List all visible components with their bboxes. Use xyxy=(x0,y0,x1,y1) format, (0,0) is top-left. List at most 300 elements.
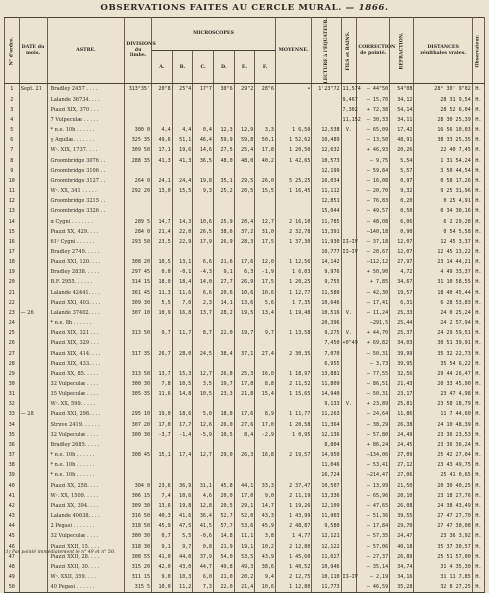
row-micro-e: 20,5 xyxy=(234,186,255,196)
row-lecture: 11,263 xyxy=(312,409,341,419)
row-correction: — 86,51 xyxy=(357,379,390,389)
table-row xyxy=(5,84,485,95)
row-fils xyxy=(341,267,357,277)
row-star: Piazzi XIX, 414. . . . xyxy=(47,349,125,359)
row-distance: 30 51 39,91 xyxy=(414,338,472,348)
row-number: 48 xyxy=(5,562,20,572)
row-refraction: 26,08 xyxy=(390,501,414,511)
row-micro-f: 3,3 xyxy=(255,125,276,135)
row-fils: 7,302 xyxy=(341,105,357,115)
row-divisions xyxy=(125,470,152,480)
row-micro-e: 37,1 xyxy=(234,349,255,359)
row-distance: 6 28 53,83 xyxy=(414,298,472,308)
row-number: 42 xyxy=(5,501,20,511)
row-divisions: 288 35 xyxy=(125,156,152,166)
row-observer: H. xyxy=(472,277,484,287)
row-micro-d xyxy=(213,338,234,348)
row-fils xyxy=(341,288,357,298)
row-micro-f: 9,0 xyxy=(255,491,276,501)
row-star: Piazzi XXI, 298. . . . xyxy=(47,409,125,419)
row-micro-d: 21,6 xyxy=(213,257,234,267)
table-header xyxy=(5,18,485,84)
row-micro-b: 4,4 xyxy=(172,125,193,135)
row-micro-c xyxy=(193,470,214,480)
row-number: 43 xyxy=(5,511,20,521)
row-correction: — 44"50 xyxy=(357,84,390,95)
row-moyenne xyxy=(275,115,311,125)
row-moyenne: 2 11,52 xyxy=(275,379,311,389)
row-micro-a: 11,3 xyxy=(152,288,173,298)
row-correction: — 65,09 xyxy=(357,125,390,135)
row-moyenne: 1 7,35 xyxy=(275,298,311,308)
row-star: Lalande 40638. . . . xyxy=(47,511,125,521)
row-micro-a: 7,8 xyxy=(152,379,173,389)
row-number: 8 xyxy=(5,156,20,166)
row-micro-e xyxy=(234,206,255,216)
row-micro-c: 26,5 xyxy=(193,227,214,237)
row-number: 14 xyxy=(5,217,20,227)
page-year: 1866. xyxy=(358,3,389,13)
row-moyenne: 1 13,58 xyxy=(275,328,311,338)
row-star: * n.e. 10h . . . . . . xyxy=(47,450,125,460)
row-micro-b: 24,4 xyxy=(172,176,193,186)
row-observer: H. xyxy=(472,369,484,379)
row-lecture: 11,580 xyxy=(312,288,341,298)
row-star: Wᶜ. XX, 599. . . . . xyxy=(47,399,125,409)
row-date xyxy=(19,186,47,196)
row-divisions: 305 35 xyxy=(125,389,152,399)
row-star: Lalande 37402. . . . xyxy=(47,308,125,318)
row-micro-d: 27,5 xyxy=(213,145,234,155)
row-fils xyxy=(341,582,357,593)
row-lecture: 10,946 xyxy=(312,562,341,572)
row-observer: H. xyxy=(472,206,484,216)
row-micro-c: 12,6 xyxy=(193,420,214,430)
row-micro-d xyxy=(213,196,234,206)
row-distance: 4 49 33,37 xyxy=(414,267,472,277)
row-micro-b: 17,4 xyxy=(172,450,193,460)
row-lecture: 10,110 xyxy=(312,572,341,582)
row-divisions: 293 50 xyxy=(125,237,152,247)
table-row xyxy=(5,572,485,582)
row-micro-d: 52,7 xyxy=(213,511,234,521)
row-micro-e: 8,4 xyxy=(234,430,255,440)
row-micro-f: 16,0 xyxy=(255,369,276,379)
row-correction: — 53,41 xyxy=(357,460,390,470)
row-date xyxy=(19,247,47,257)
row-micro-d: 57,7 xyxy=(213,521,234,531)
row-moyenne: 1 12,80 xyxy=(275,582,311,593)
row-star: Bradley 2457 . . . . xyxy=(47,84,125,95)
row-number: 5 xyxy=(5,125,20,135)
row-lecture: 9,976 xyxy=(312,267,341,277)
row-observer: H. xyxy=(472,288,484,298)
row-number: 3 xyxy=(5,105,20,115)
row-lecture: 10,489 xyxy=(312,135,341,145)
row-fils: V. xyxy=(341,125,357,135)
row-micro-e: 26,3 xyxy=(234,450,255,460)
row-micro-e: 19,7 xyxy=(234,328,255,338)
row-micro-b xyxy=(172,460,193,470)
row-distance: 12 45 3,37 xyxy=(414,237,472,247)
row-micro-e: 48,0 xyxy=(234,156,255,166)
row-micro-c: 6,0 xyxy=(193,572,214,582)
row-fils xyxy=(341,440,357,450)
row-observer: H. xyxy=(472,521,484,531)
row-star: Struve 2419. . . . . . xyxy=(47,420,125,430)
row-observer: H. xyxy=(472,125,484,135)
row-micro-b xyxy=(172,318,193,328)
row-fils xyxy=(341,531,357,541)
row-observer: H. xyxy=(472,95,484,105)
row-micro-c: 14,6 xyxy=(193,145,214,155)
header-micro-e: E. xyxy=(234,51,255,84)
row-micro-f: 26,0 xyxy=(255,176,276,186)
row-date xyxy=(19,125,47,135)
row-date xyxy=(19,277,47,287)
row-micro-a: 0,7 xyxy=(152,531,173,541)
row-micro-a: 18,0 xyxy=(152,277,173,287)
row-micro-a: 9,0 xyxy=(152,572,173,582)
row-lecture: 12,199 xyxy=(312,166,341,176)
row-correction: — 20,70 xyxy=(357,186,390,196)
row-divisions: 300 0 xyxy=(125,125,152,135)
row-refraction: 39,99 xyxy=(390,349,414,359)
row-star: Bradley 2749. . . . . xyxy=(47,247,125,257)
row-fils xyxy=(341,318,357,328)
row-micro-f xyxy=(255,115,276,125)
row-micro-a: 11,6 xyxy=(152,389,173,399)
row-micro-d xyxy=(213,460,234,470)
row-correction: — 57,06 xyxy=(357,542,390,552)
row-micro-f xyxy=(255,440,276,450)
row-refraction: 24,47 xyxy=(390,531,414,541)
row-observer: H. xyxy=(472,237,484,247)
row-micro-c: 37,9 xyxy=(193,552,214,562)
row-fils xyxy=(341,450,357,460)
row-distance: 23 36 23,53 xyxy=(414,430,472,440)
table-row xyxy=(5,430,485,440)
row-observer: H. xyxy=(472,84,484,95)
row-fils xyxy=(341,420,357,430)
row-micro-d: 45,8 xyxy=(213,481,234,491)
row-number: 49 xyxy=(5,572,20,582)
table-row xyxy=(5,125,485,135)
row-micro-a: 41,0 xyxy=(152,552,173,562)
row-moyenne: 1 37,30 xyxy=(275,237,311,247)
footnote: (1) Pas pointé immédiatement le n° 49 et n° 50. xyxy=(4,550,116,555)
row-micro-a: 13,6 xyxy=(152,501,173,511)
row-number: 36 xyxy=(5,440,20,450)
row-lecture: 6,955 xyxy=(312,359,341,369)
row-number: 34 xyxy=(5,420,20,430)
row-observer: H. xyxy=(472,156,484,166)
row-star: Piazzi XX, 394. . . . xyxy=(47,501,125,511)
row-observer: H. xyxy=(472,298,484,308)
row-micro-c: -0,6 xyxy=(193,531,214,541)
row-micro-e xyxy=(234,359,255,369)
row-moyenne: 1 18,97 xyxy=(275,369,311,379)
row-micro-c: 13,7 xyxy=(193,308,214,318)
row-refraction: 48,91 xyxy=(390,135,414,145)
row-moyenne: 1 12,56 xyxy=(275,257,311,267)
row-correction: — 38,29 xyxy=(357,420,390,430)
row-star: Piazzi XIX, 329 . . . xyxy=(47,338,125,348)
row-observer: H. xyxy=(472,227,484,237)
row-refraction: 34,12 xyxy=(390,95,414,105)
row-distance: 27 47 27,70 xyxy=(414,511,472,521)
row-micro-c: 4,6 xyxy=(193,491,214,501)
row-moyenne: 2 12,75 xyxy=(275,572,311,582)
row-divisions xyxy=(125,166,152,176)
row-micro-f: -2,9 xyxy=(255,430,276,440)
row-micro-c: 14,0 xyxy=(193,277,214,287)
row-number: 22 xyxy=(5,298,20,308)
row-distance: 0 54 5,58 xyxy=(414,227,472,237)
row-micro-d xyxy=(213,318,234,328)
row-micro-e xyxy=(234,196,255,206)
row-divisions: 264 0 xyxy=(125,176,152,186)
row-distance: 24 10 48,39 xyxy=(414,420,472,430)
row-distance: 24 0 25,24 xyxy=(414,308,472,318)
row-date xyxy=(19,420,47,430)
row-micro-f: 12,0 xyxy=(255,257,276,267)
row-fils xyxy=(341,156,357,166)
row-observer: H. xyxy=(472,105,484,115)
row-correction: — 15,70 xyxy=(357,95,390,105)
header-date: DATE du mois. xyxy=(19,18,47,84)
row-correction: — 76,83 xyxy=(357,196,390,206)
row-number: 30 xyxy=(5,379,20,389)
row-divisions: 309 30 xyxy=(125,501,152,511)
row-number: 41 xyxy=(5,491,20,501)
row-micro-c xyxy=(193,115,214,125)
header-micro-f: F. xyxy=(255,51,276,84)
row-date: — 26 xyxy=(19,308,47,318)
table-row xyxy=(5,501,485,511)
row-lecture: 1'23"72 xyxy=(312,84,341,95)
row-divisions xyxy=(125,95,152,105)
row-micro-f xyxy=(255,95,276,105)
table-row xyxy=(5,217,485,227)
row-micro-b: 47,5 xyxy=(172,521,193,531)
row-distance: 1 31 54,24 xyxy=(414,156,472,166)
row-micro-e xyxy=(234,338,255,348)
row-lecture: 10,516 xyxy=(312,308,341,318)
row-micro-b xyxy=(172,399,193,409)
row-divisions: 308 20 xyxy=(125,257,152,267)
row-micro-b: 19,8 xyxy=(172,501,193,511)
row-correction: — 17,84 xyxy=(357,521,390,531)
row-moyenne: 1 52,62 xyxy=(275,135,311,145)
row-date xyxy=(19,288,47,298)
row-distance: 24 38 43,49 xyxy=(414,501,472,511)
row-observer: H. xyxy=(472,389,484,399)
row-number: 33 xyxy=(5,409,20,419)
row-micro-b: 22,9 xyxy=(172,237,193,247)
row-fils xyxy=(341,389,357,399)
row-lecture: 13,881 xyxy=(312,369,341,379)
row-micro-e: 21,8 xyxy=(234,389,255,399)
row-micro-c: 44,7 xyxy=(193,562,214,572)
row-micro-c xyxy=(193,359,214,369)
row-micro-c xyxy=(193,399,214,409)
row-moyenne xyxy=(275,105,311,115)
table-row xyxy=(5,440,485,450)
row-moyenne xyxy=(275,338,311,348)
row-date xyxy=(19,582,47,593)
row-correction: — 30,33 xyxy=(357,115,390,125)
row-micro-f: 8,8 xyxy=(255,379,276,389)
row-observer: H. xyxy=(472,196,484,206)
row-micro-a: 17,1 xyxy=(152,145,173,155)
row-observer: H. xyxy=(472,135,484,145)
row-observer: H. xyxy=(472,247,484,257)
row-micro-e: 29,5 xyxy=(234,176,255,186)
row-micro-d: 20,6 xyxy=(213,288,234,298)
row-micro-b: 36,9 xyxy=(172,481,193,491)
row-micro-c: 0,8 xyxy=(193,542,214,552)
row-micro-e: 37,2 xyxy=(234,227,255,237)
row-correction: — 57,80 xyxy=(357,430,390,440)
row-micro-d: 14,1 xyxy=(213,298,234,308)
header-astre: ASTRE. xyxy=(47,18,125,84)
row-number: 27 xyxy=(5,349,20,359)
row-refraction: 40,18 xyxy=(390,542,414,552)
row-divisions: 300 30 xyxy=(125,531,152,541)
row-lecture: 10,777 xyxy=(312,247,341,257)
row-number: 4 xyxy=(5,115,20,125)
row-moyenne: 1 40,52 xyxy=(275,562,311,572)
table-row xyxy=(5,156,485,166)
row-lecture: 11,112 xyxy=(312,186,341,196)
row-micro-f: 13,4 xyxy=(255,308,276,318)
row-micro-f: 9,7 xyxy=(255,328,276,338)
row-number: 16 xyxy=(5,237,20,247)
row-distance: 0 34 30,16 xyxy=(414,206,472,216)
row-fils xyxy=(341,349,357,359)
row-date xyxy=(19,145,47,155)
table-row xyxy=(5,481,485,491)
row-micro-a: 13,7 xyxy=(152,369,173,379)
row-number: 32 xyxy=(5,399,20,409)
row-micro-a: 20"8 xyxy=(152,84,173,95)
row-lecture: 9,133 xyxy=(312,399,341,409)
row-micro-f: -1,9 xyxy=(255,267,276,277)
row-date xyxy=(19,349,47,359)
row-date xyxy=(19,206,47,216)
row-micro-d: 25,9 xyxy=(213,217,234,227)
row-micro-f: 5,6 xyxy=(255,298,276,308)
row-divisions: 306 15 xyxy=(125,491,152,501)
row-micro-f: 43,9 xyxy=(255,552,276,562)
row-moyenne: 2 19,57 xyxy=(275,450,311,460)
row-micro-b: 17,7 xyxy=(172,420,193,430)
row-moyenne xyxy=(275,206,311,216)
table-row xyxy=(5,206,485,216)
row-refraction: 27,06 xyxy=(390,470,414,480)
row-divisions: 304 0 xyxy=(125,481,152,491)
row-micro-a: 49,6 xyxy=(152,135,173,145)
row-divisions: 309 50 xyxy=(125,145,152,155)
row-micro-b: 16,8 xyxy=(172,308,193,318)
row-fils xyxy=(341,298,357,308)
row-micro-c xyxy=(193,95,214,105)
observations-table xyxy=(4,17,485,593)
row-fils: V. xyxy=(341,328,357,338)
row-correction: — 20,67 xyxy=(357,247,390,257)
page-title: OBSERVATIONS FAITES AU CERCLE MURAL. — 1866. xyxy=(100,3,389,13)
row-micro-b: 41,6 xyxy=(172,511,193,521)
row-micro-d xyxy=(213,206,234,216)
row-micro-b: -1,4 xyxy=(172,430,193,440)
row-moyenne xyxy=(275,399,311,409)
header-divisions: DIVISIONS du limbe. xyxy=(125,18,152,84)
row-moyenne xyxy=(275,460,311,470)
row-micro-a: 7,4 xyxy=(152,491,173,501)
row-moyenne: 2 48,87 xyxy=(275,521,311,531)
row-distance: 23 47 4,98 xyxy=(414,389,472,399)
row-distance: 24 29 59,51 xyxy=(414,328,472,338)
row-number: 50 xyxy=(5,582,20,593)
row-micro-e: 25,3 xyxy=(234,369,255,379)
row-star: Groombridge 3127 . . xyxy=(47,176,125,186)
row-distance: 28 31 9,54 xyxy=(414,95,472,105)
row-refraction: 12,07 xyxy=(390,237,414,247)
row-star: Lalande 42441. . . . xyxy=(47,288,125,298)
row-micro-f xyxy=(255,470,276,480)
row-lecture: 9,580 xyxy=(312,521,341,531)
row-number: 25 xyxy=(5,328,20,338)
row-distance: 31 10 58,55 xyxy=(414,277,472,287)
row-micro-a xyxy=(152,206,173,216)
row-fils xyxy=(341,369,357,379)
row-micro-a: 42,0 xyxy=(152,562,173,572)
row-moyenne: 1 20,58 xyxy=(275,420,311,430)
row-divisions xyxy=(125,440,152,450)
row-micro-a: 14,7 xyxy=(152,217,173,227)
row-correction: —112,12 xyxy=(357,257,390,267)
row-micro-b xyxy=(172,115,193,125)
row-divisions xyxy=(125,359,152,369)
row-date xyxy=(19,156,47,166)
row-refraction: 5,57 xyxy=(390,166,414,176)
row-fils: 11,152 xyxy=(341,115,357,125)
row-date xyxy=(19,572,47,582)
row-distance: 9 25 31,96 xyxy=(414,186,472,196)
row-lecture: 13,336 xyxy=(312,491,341,501)
row-distance: 23 43 49,75 xyxy=(414,460,472,470)
row-star: γ Aquilæ. . . . . . . xyxy=(47,135,125,145)
row-divisions: 317 35 xyxy=(125,349,152,359)
row-refraction: 39,95 xyxy=(390,359,414,369)
row-micro-f: 9,4 xyxy=(255,572,276,582)
row-number: 44 xyxy=(5,521,20,531)
row-date xyxy=(19,166,47,176)
row-micro-b: 11,7 xyxy=(172,328,193,338)
row-moyenne: 1 20,25 xyxy=(275,277,311,287)
row-micro-e xyxy=(234,105,255,115)
row-refraction: 6,06 xyxy=(390,217,414,227)
row-observer: H. xyxy=(472,115,484,125)
row-distance: 35 32 22,73 xyxy=(414,349,472,359)
row-star: 7 Vulpeculæ . . . . . xyxy=(47,115,125,125)
row-fils: II—IV xyxy=(341,247,357,257)
row-micro-b xyxy=(172,206,193,216)
row-refraction: 17,42 xyxy=(390,125,414,135)
row-number: 13 xyxy=(5,206,20,216)
row-observer: H. xyxy=(472,186,484,196)
